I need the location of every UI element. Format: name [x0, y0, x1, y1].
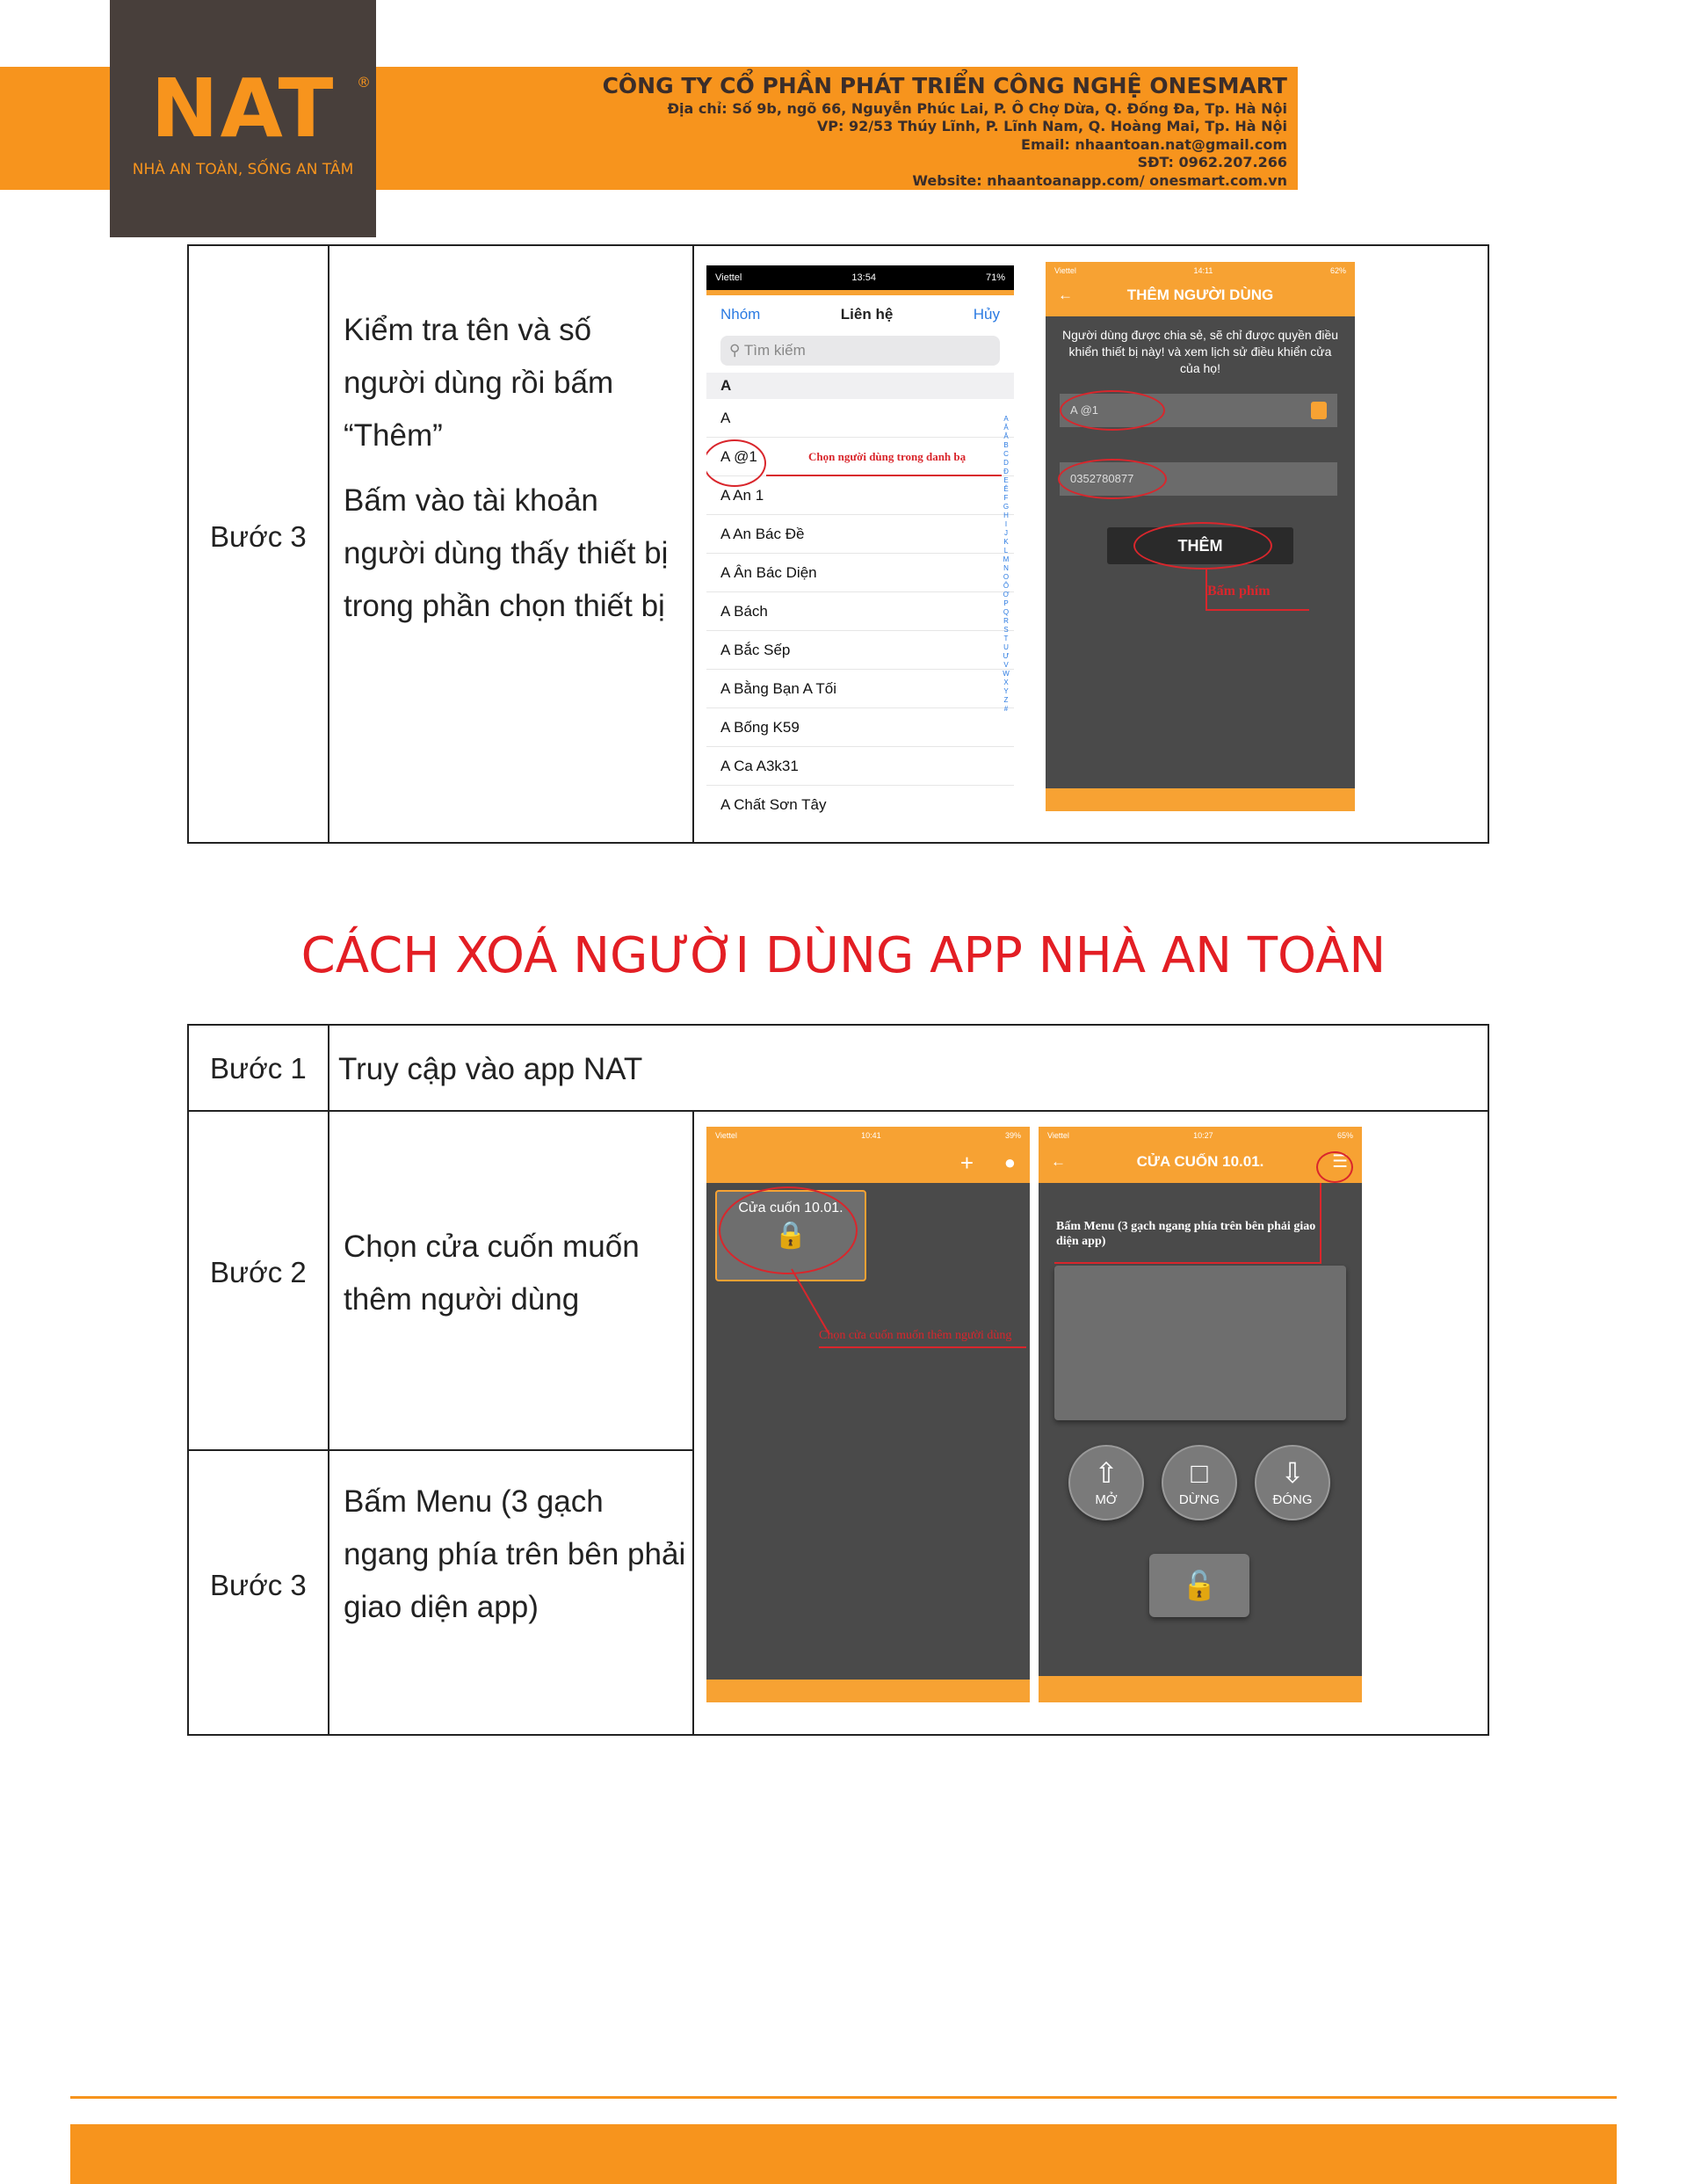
company-phone: SĐT: 0962.207.266 [1137, 154, 1287, 171]
highlight-oval [1316, 1151, 1353, 1183]
list-item[interactable]: A Chất Sơn Tây [706, 786, 1014, 815]
alphabet-index-letter[interactable]: G [1003, 503, 1010, 511]
alphabet-index-letter[interactable]: H [1003, 512, 1009, 519]
alphabet-index-letter[interactable]: I [1004, 520, 1008, 528]
list-item[interactable]: A @1 [706, 438, 1014, 476]
logo-tagline: NHÀ AN TOÀN, SỐNG AN TÂM [132, 161, 354, 178]
company-info [603, 72, 1287, 190]
footer-line [70, 2096, 1617, 2099]
section-header: A [706, 373, 1014, 399]
alphabet-index-letter[interactable]: A [1003, 415, 1009, 423]
footer-band [70, 2124, 1617, 2184]
arrow-up-icon: ⇧ [1094, 1457, 1119, 1489]
company-website: Website: nhaantoanapp.com/ onesmart.com.vn [912, 171, 1287, 189]
alphabet-index-letter[interactable]: Z [1003, 696, 1009, 704]
step-description-b: Bấm vào tài khoản người dùng thấy thiết bị trong phần chọn thiết bị [344, 483, 669, 623]
step-label: Bước 2 [210, 1256, 307, 1288]
status-bar: Viettel 14:11 62% [1046, 262, 1355, 279]
alphabet-index-letter[interactable]: M [1003, 555, 1010, 563]
alphabet-index-letter[interactable]: U [1003, 643, 1009, 651]
annotation-note: Chọn người dùng trong danh bạ [808, 450, 967, 463]
contacts-title: Liên hệ [840, 306, 894, 323]
list-item[interactable]: A Bách [706, 592, 1014, 631]
phone-field[interactable]: 0352780877 [1060, 462, 1337, 496]
annotation-line [1054, 1262, 1321, 1264]
close-button[interactable]: ⇩ ĐÓNG [1255, 1445, 1330, 1520]
step-label: Bước 3 [210, 520, 307, 553]
annotation-note: Bấm Menu (3 gạch ngang phía trên bên phải giao diện app) [1056, 1220, 1316, 1248]
contacts-header [706, 295, 1014, 334]
step-label: Bước 3 [210, 1569, 307, 1601]
bottom-bar [1046, 788, 1355, 811]
back-arrow-icon[interactable]: ← [1051, 1153, 1066, 1170]
status-bar: Viettel 10:27 65% [1039, 1127, 1362, 1144]
list-item[interactable]: A An Bác Đề [706, 515, 1014, 554]
alphabet-index-letter[interactable]: S [1003, 626, 1009, 634]
devices-screenshot [706, 1127, 1030, 1702]
add-user-screenshot [1046, 262, 1355, 811]
app-header [1039, 1144, 1362, 1183]
alphabet-index-letter[interactable]: E [1003, 476, 1009, 484]
stop-square-icon: □ [1191, 1457, 1208, 1489]
search-input[interactable]: ⚲ Tìm kiếm [720, 336, 1000, 366]
step-description: Truy cập vào app NAT [338, 1052, 643, 1086]
alphabet-index-letter[interactable]: X [1003, 678, 1009, 686]
annotation-line [766, 475, 1002, 476]
lock-toggle-button[interactable] [1149, 1554, 1249, 1617]
device-control-screenshot [1039, 1127, 1362, 1702]
annotation-note: Chọn cửa cuốn muốn thêm người dùng [819, 1329, 1012, 1342]
annotation-line [1206, 609, 1309, 611]
unlock-icon: 🔓 [1182, 1570, 1217, 1601]
alphabet-index-letter[interactable]: B [1003, 441, 1009, 449]
alphabet-index-letter[interactable]: J [1004, 529, 1008, 537]
alphabet-index-letter[interactable]: Ư [1003, 652, 1010, 660]
company-logo [110, 0, 376, 237]
alphabet-index-letter[interactable]: # [1003, 705, 1009, 713]
name-field[interactable]: A @1 [1060, 394, 1337, 427]
alphabet-index-letter[interactable]: T [1003, 635, 1009, 642]
highlight-oval [1058, 459, 1167, 499]
alphabet-index-letter[interactable]: Y [1003, 687, 1009, 695]
alphabet-index-letter[interactable]: Ă [1003, 424, 1009, 432]
search-icon: ⚲ [729, 342, 744, 359]
alphabet-index-letter[interactable]: V [1003, 661, 1009, 669]
alphabet-index[interactable] [1002, 415, 1010, 714]
description: Người dùng được chia sẻ, sẽ chỉ được quyền điều khiển thiết bị này! và xem lịch sử điều khiển cửa của họ! [1061, 328, 1339, 375]
section-title: CÁCH XOÁ NGƯỜI DÙNG APP NHÀ AN TOÀN [300, 927, 1387, 984]
alphabet-index-letter[interactable]: Â [1003, 432, 1009, 440]
alphabet-index-letter[interactable]: W [1003, 670, 1010, 678]
logo-text: NAT [150, 62, 336, 156]
user-icon[interactable]: ● [1003, 1151, 1016, 1173]
list-item[interactable]: A Ca A3k31 [706, 747, 1014, 786]
list-item[interactable]: A Ân Bác Diện [706, 554, 1014, 592]
cancel-button[interactable]: Hủy [973, 306, 1000, 323]
alphabet-index-letter[interactable]: C [1003, 450, 1009, 458]
logo-registered-mark: ® [357, 74, 371, 91]
company-address: Địa chỉ: Số 9b, ngõ 66, Nguyễn Phúc Lai, P. Ô Chợ Dừa, Q. Đống Đa, Tp. Hà Nội [667, 100, 1287, 117]
alphabet-index-letter[interactable]: F [1003, 494, 1009, 502]
list-item[interactable]: A Bằng Bạn A Tối [706, 670, 1014, 708]
alphabet-index-letter[interactable]: L [1003, 547, 1009, 555]
step-label: Bước 1 [210, 1052, 307, 1085]
highlight-oval [1133, 522, 1272, 570]
list-item[interactable]: A [706, 399, 1014, 438]
alphabet-index-letter[interactable]: Ê [1003, 485, 1009, 493]
app-header: ← THÊM NGƯỜI DÙNG [1046, 279, 1355, 316]
alphabet-index-letter[interactable]: N [1003, 564, 1009, 572]
company-email: Email: nhaantoan.nat@gmail.com [1021, 135, 1287, 153]
list-item[interactable]: A Bống K59 [706, 708, 1014, 747]
alphabet-index-letter[interactable]: K [1003, 538, 1009, 546]
highlight-oval [1060, 390, 1165, 431]
status-bar: Viettel 10:41 39% [706, 1127, 1030, 1144]
list-item[interactable]: A Bắc Sếp [706, 631, 1014, 670]
bottom-bar [1039, 1676, 1362, 1702]
alphabet-index-letter[interactable]: D [1003, 459, 1009, 467]
alphabet-index-letter[interactable]: Ơ [1003, 591, 1010, 599]
company-name: CÔNG TY CỔ PHẦN PHÁT TRIỂN CÔNG NGHỆ ONESMART [602, 73, 1287, 98]
add-button[interactable]: THÊM [1107, 527, 1293, 564]
step-description: Bấm Menu (3 gạch ngang phía trên bên phải giao diện app) [344, 1484, 686, 1624]
alphabet-index-letter[interactable]: Đ [1003, 468, 1009, 475]
alphabet-index-letter[interactable]: Q [1003, 608, 1010, 616]
annotation-line [819, 1346, 1026, 1348]
back-arrow-icon[interactable]: ← [1058, 287, 1073, 303]
annotation-line [1320, 1183, 1321, 1264]
arrow-down-icon: ⇩ [1280, 1457, 1305, 1489]
contacts-screenshot [706, 265, 1014, 815]
step-description-a: Kiểm tra tên và số người dùng rồi bấm “Thêm” [344, 313, 614, 453]
open-button[interactable]: ⇧ MỞ [1068, 1445, 1144, 1520]
device-name: Cửa cuốn 10.01. [738, 1201, 844, 1215]
list-item[interactable]: A An 1 [706, 476, 1014, 515]
status-bar: Viettel 13:54 71% [706, 265, 1014, 290]
groups-button[interactable]: Nhóm [720, 306, 761, 323]
stop-button[interactable]: □ DỪNG [1162, 1445, 1237, 1520]
annotation-note: Bấm phím [1207, 584, 1271, 599]
status-panel [1054, 1266, 1346, 1420]
bottom-bar [706, 1680, 1030, 1702]
alphabet-index-letter[interactable]: O [1003, 573, 1010, 581]
device-title: CỬA CUỐN 10.01. [1136, 1153, 1264, 1170]
add-icon[interactable]: + [959, 1150, 974, 1176]
lock-icon: 🔒 [774, 1221, 807, 1250]
app-header [706, 1144, 1030, 1183]
alphabet-index-letter[interactable]: P [1003, 599, 1009, 607]
highlight-oval [719, 1186, 858, 1274]
menu-icon[interactable]: ☰ [1332, 1152, 1348, 1172]
step-description: Chọn cửa cuốn muốn thêm người dùng [344, 1230, 640, 1317]
alphabet-index-letter[interactable]: Ô [1003, 582, 1010, 590]
alphabet-index-letter[interactable]: R [1003, 617, 1009, 625]
contact-book-icon[interactable] [1311, 402, 1327, 419]
company-office: VP: 92/53 Thúy Lĩnh, P. Lĩnh Nam, Q. Hoàng Mai, Tp. Hà Nội [816, 118, 1287, 135]
